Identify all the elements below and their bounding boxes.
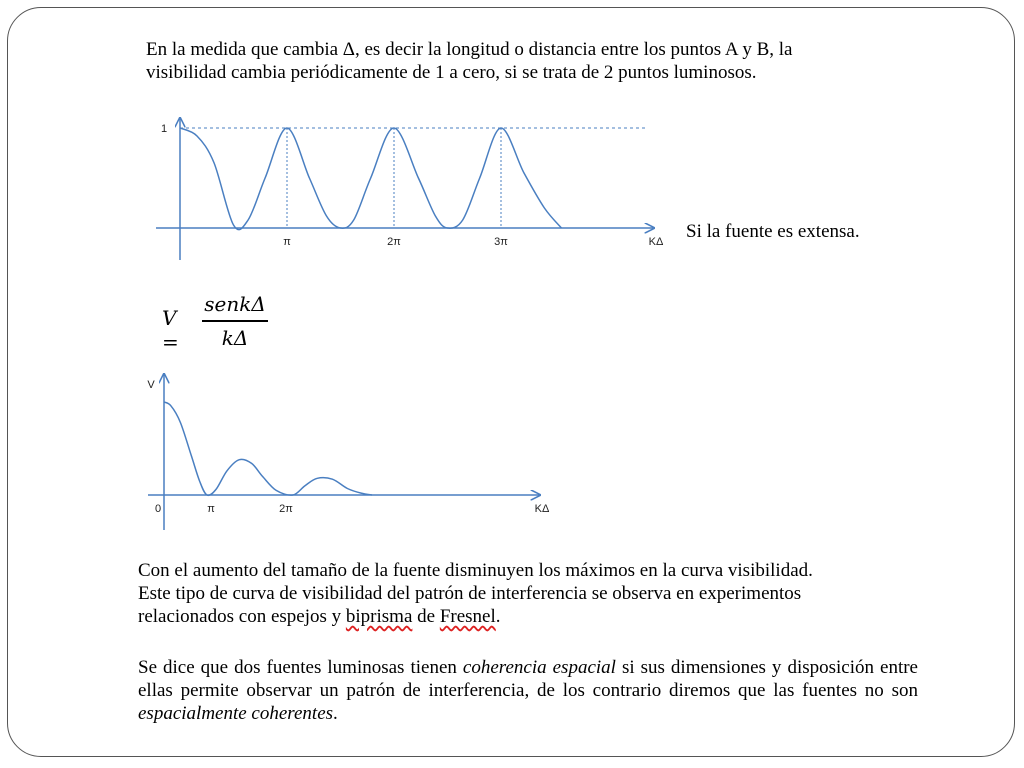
chart1-x-axis-label: KΔ: [648, 236, 664, 248]
chart2-y-axis-label: V: [147, 379, 155, 391]
chart1-x-tick-label: 2π: [387, 236, 401, 248]
coherence-paragraph: [138, 656, 918, 725]
source-size-paragraph: [138, 559, 918, 628]
source-line-2: Este tipo de curva de visibilidad del patrón de interferencia se observa en experimentos: [138, 583, 802, 604]
formula-numerator: senkΔ: [204, 292, 266, 316]
chart-two-points: [156, 118, 664, 260]
intro-line-2: visibilidad cambia periódicamente de 1 a cero, si se trata de 2 puntos luminosos.: [146, 62, 757, 83]
chart2-x-axis-label: KΔ: [534, 503, 550, 515]
chart2-x-tick-label: 2π: [279, 503, 293, 515]
intro-line-1: En la medida que cambia Δ, es decir la longitud o distancia entre los puntos A y B, la: [146, 39, 793, 60]
side-note: Si la fuente es extensa.: [686, 221, 860, 242]
fresnel-word: Fresnel: [439, 606, 496, 627]
chart1-x-tick-label: 3π: [494, 236, 508, 248]
coherence-a: Se dice que dos fuentes luminosas tienen: [138, 657, 463, 678]
chart-extended-source: [147, 374, 550, 530]
chart1-y-tick-label: 1: [160, 123, 168, 135]
source-line-3-c: de: [412, 606, 440, 627]
chart2-x-tick-label: π: [207, 503, 215, 515]
chart2-x-tick-label: 0: [154, 503, 162, 515]
coherence-term: coherencia espacial: [462, 657, 616, 678]
formula-denominator: kΔ: [221, 325, 249, 350]
source-line-3-e: .: [495, 606, 501, 627]
source-line-3-a: relacionados con espejos y: [138, 606, 346, 627]
coherence-e: .: [333, 703, 338, 724]
coherent-term: espacialmente coherentes: [138, 703, 334, 724]
chart1-series-line: [180, 128, 562, 230]
source-line-3: [138, 605, 918, 628]
source-line-1: Con el aumento del tamaño de la fuente disminuyen los máximos en la curva visibilidad.: [138, 560, 813, 581]
chart2-series-line: [164, 402, 372, 495]
chart1-x-tick-label: π: [283, 236, 291, 248]
formula-lhs: V =: [162, 306, 179, 354]
biprisma-word: biprisma: [345, 606, 413, 627]
coherence-c: si sus dimensiones y disposición entre ellas permite observar un patrón de interferencia, de los contrario diremos que las fuentes no son: [138, 657, 918, 701]
